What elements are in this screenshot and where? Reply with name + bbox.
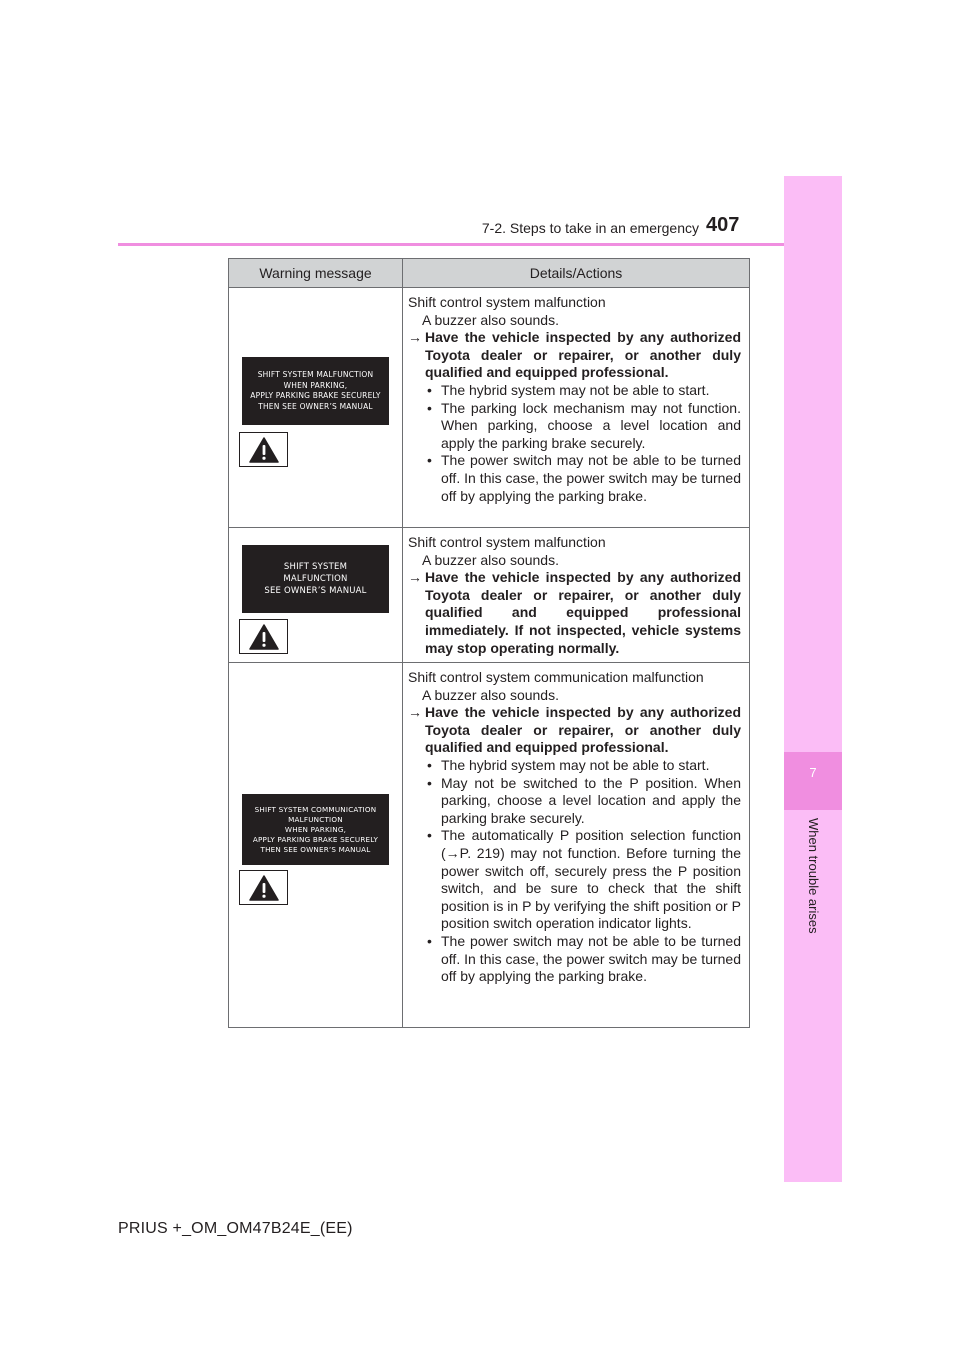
buzzer-note: A buzzer also sounds.	[422, 686, 559, 703]
bullet-icon: •	[427, 399, 432, 416]
malfunction-title: Shift control system communication malfunction	[408, 669, 704, 685]
screen-line: THEN SEE OWNER’S MANUAL	[258, 401, 373, 411]
warning-cell	[229, 528, 403, 662]
action-text: Have the vehicle inspected by any authorized Toyota dealer or repairer, or another duly qualified and equipped professional.	[425, 704, 741, 756]
action-item	[408, 329, 741, 382]
bullet-text: The hybrid system may not be able to start.	[441, 756, 710, 773]
bullet-item	[408, 775, 741, 828]
details-cell	[403, 663, 749, 1027]
screen-line: SEE OWNER’S MANUAL	[264, 586, 367, 596]
document-code: PRIUS +_OM_OM47B24E_(EE)	[118, 1220, 353, 1237]
warning-table	[228, 258, 750, 1028]
column-header-details: Details/Actions	[529, 265, 623, 281]
bullet-item	[408, 452, 741, 505]
bullet-icon: •	[427, 452, 432, 469]
warning-triangle-icon	[249, 437, 279, 463]
screen-line: APPLY PARKING BRAKE SECURELY	[252, 834, 379, 844]
buzzer-note: A buzzer also sounds.	[422, 311, 559, 328]
warning-indicator	[239, 432, 288, 467]
screen-line: THEN SEE OWNER’S MANUAL	[260, 844, 371, 854]
bullet-item	[408, 757, 741, 775]
action-text: Have the vehicle inspected by any authorized Toyota dealer or repairer, or another duly qualified and equipped professional immediately. If not inspected, vehicle systems may stop operating normally.	[425, 569, 741, 656]
table-row	[229, 528, 749, 663]
bullet-text: The hybrid system may not be able to start.	[441, 381, 710, 398]
details-cell	[403, 528, 749, 662]
bullet-text: May not be switched to the P position. When parking, choose a level location and apply the parking brake securely.	[441, 774, 741, 826]
bullet-item	[408, 382, 741, 400]
bullet-text: The automatically P position selection function (→P. 219) may not function. Before turning the power switch off, securely press the P position switch, and be sure to check that the shift position is in P by verifying the shift position or P position switch operation indicator lights.	[441, 827, 741, 932]
bullet-item	[408, 400, 741, 453]
bullet-text: The power switch may not be able to be turned off. In this case, the power switch may be turned off by applying the parking brake.	[441, 452, 741, 504]
table-header	[229, 259, 749, 288]
warning-triangle-icon	[249, 624, 279, 650]
warning-indicator	[239, 619, 288, 654]
warning-cell	[229, 288, 403, 527]
bullet-text: The parking lock mechanism may not function. When parking, choose a level location and apply the parking brake securely.	[441, 399, 741, 451]
chapter-side-tab	[784, 176, 842, 1182]
arrow-icon: →	[408, 704, 422, 721]
page-number: 407	[706, 214, 740, 236]
bullet-icon: •	[427, 827, 432, 844]
screen-line: MALFUNCTION	[288, 814, 343, 824]
warning-triangle-icon	[249, 875, 279, 901]
warning-message-screen	[242, 545, 389, 613]
warning-message-screen	[242, 357, 389, 425]
header-rule	[118, 243, 784, 246]
chapter-title: When trouble arises	[806, 818, 821, 934]
buzzer-note: A buzzer also sounds.	[422, 551, 559, 568]
screen-line: APPLY PARKING BRAKE SECURELY	[250, 391, 381, 400]
section-title: 7-2. Steps to take in an emergency	[481, 220, 699, 236]
table-row	[229, 663, 749, 1027]
screen-line: WHEN PARKING,	[283, 380, 348, 390]
bullet-icon: •	[427, 774, 432, 791]
table-row	[229, 288, 749, 528]
warning-cell	[229, 663, 403, 1027]
screen-line: SHIFT SYSTEM MALFUNCTION	[257, 370, 374, 379]
action-item	[408, 704, 741, 757]
warning-message-screen	[242, 794, 389, 865]
screen-line: SHIFT SYSTEM	[283, 562, 348, 572]
malfunction-title: Shift control system malfunction	[408, 294, 606, 310]
bullet-text: The power switch may not be able to be turned off. In this case, the power switch may be turned off by applying the parking brake.	[441, 932, 741, 985]
bullet-icon: •	[427, 932, 432, 949]
chapter-number-box	[784, 752, 842, 810]
malfunction-title: Shift control system malfunction	[408, 534, 606, 550]
details-cell	[403, 288, 749, 527]
screen-line: MALFUNCTION	[283, 574, 348, 584]
bullet-icon: •	[427, 381, 432, 398]
arrow-icon: →	[408, 569, 422, 586]
arrow-icon: →	[408, 329, 422, 346]
bullet-icon: •	[427, 756, 432, 773]
bullet-item	[408, 933, 741, 986]
action-text: Have the vehicle inspected by any authorized Toyota dealer or repairer, or another duly qualified and equipped professional.	[425, 329, 741, 381]
action-item	[408, 569, 741, 657]
screen-line: WHEN PARKING,	[284, 824, 347, 834]
warning-indicator	[239, 870, 288, 905]
chapter-number: 7	[809, 765, 817, 780]
bullet-item	[408, 827, 741, 933]
column-header-warning: Warning message	[229, 259, 403, 287]
screen-line: SHIFT SYSTEM COMMUNICATION	[254, 804, 377, 814]
